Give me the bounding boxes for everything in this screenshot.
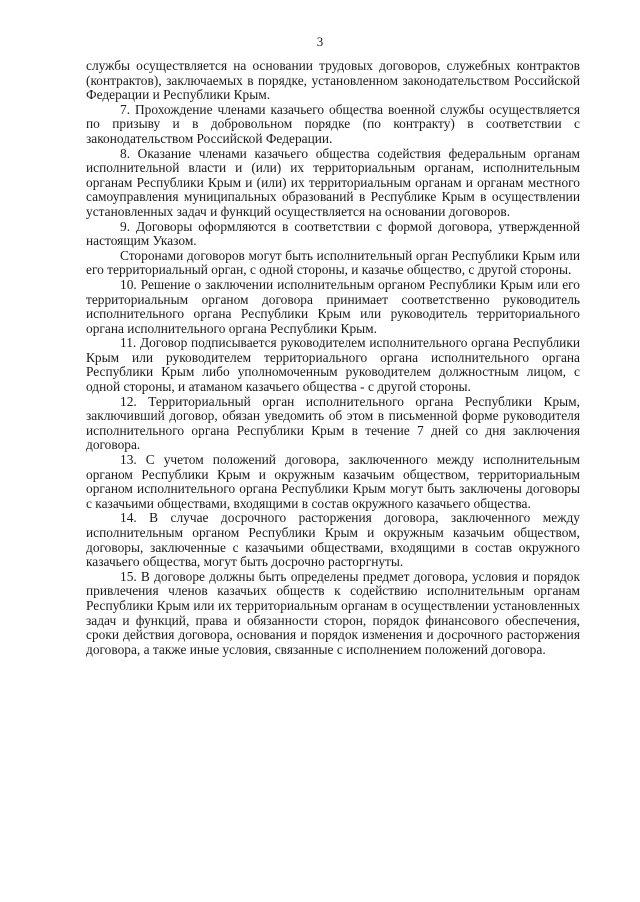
- page-number: 3: [316, 34, 324, 49]
- paragraph-9-parties: Сторонами договоров могут быть исполнительный орган Республики Крым или его территориальный орган, с одной стороны, и казачье общество, с другой стороны.: [86, 247, 580, 278]
- paragraph-9: 9. Договоры оформляются в соответствии с формой договора, утвержденной настоящим Указом.: [86, 218, 580, 249]
- paragraph-13: 13. С учетом положений договора, заключенного между исполнительным органом Республики Крым и окружным казачьим обществом, территориальным органом исполнительного органа Республики Крым могут быть заключены договоры с казачьими обществами, входящими в состав окружного казачьего общества.: [86, 452, 580, 511]
- document-body: [86, 59, 580, 657]
- paragraph-continuation: службы осуществляется на основании трудовых договоров, служебных контрактов (контрактов), заключаемых в порядке, установленном законодательством Российской Федерации и Республики Крым.: [86, 58, 580, 103]
- paragraph-15: 15. В договоре должны быть определены предмет договора, условия и порядок привлечения членов казачьих обществ к содействию исполнительным органам Республики Крым или их территориальным органам в осуществлении установленных задач и функций, права и обязанности сторон, порядок финансового обеспечения, сроки действия договора, основания и порядок изменения и досрочного расторжения договора, а также иные условия, связанные с исполнением положений договора.: [86, 568, 580, 657]
- paragraph-14: 14. В случае досрочного расторжения договора, заключенного между исполнительным органом Республики Крым и окружным казачьим обществом, договоры, заключенные с казачьими обществами, входящими в состав окружного казачьего общества, могут быть досрочно расторгнуты.: [86, 510, 580, 570]
- paragraph-11: 11. Договор подписывается руководителем исполнительного органа Республики Крым или руководителем территориального органа исполнительного органа Республики Крым либо уполномоченным руководителем должностным лицом, с одной стороны, и атаманом казачьего общества - с другой стороны.: [86, 335, 580, 395]
- paragraph-7: 7. Прохождение членами казачьего общества военной службы осуществляется по призыву и в добровольном порядке (по контракту) в соответствии с законодательством Российской Федерации.: [86, 101, 580, 146]
- paragraph-10: 10. Решение о заключении исполнительным органом Республики Крым или его территориальным органом договора принимает соответственно руководитель исполнительного органа Республики Крым или руководитель территориального органа исполнительного органа Республики Крым.: [86, 276, 580, 336]
- paragraph-8: 8. Оказание членами казачьего общества содействия федеральным органам исполнительной власти и (или) их территориальным органам, исполнительным органам Республики Крым и (или) их территориальным органам и органам местного самоуправления муниципальных образований в Республике Крым в осуществлении установленных задач и функций осуществляется на основании договоров.: [86, 145, 580, 219]
- paragraph-12: 12. Территориальный орган исполнительного органа Республики Крым, заключивший договор, обязан уведомить об этом в письменной форме руководителя исполнительного органа Республики Крым в течение 7 дней со дня заключения договора.: [86, 393, 580, 453]
